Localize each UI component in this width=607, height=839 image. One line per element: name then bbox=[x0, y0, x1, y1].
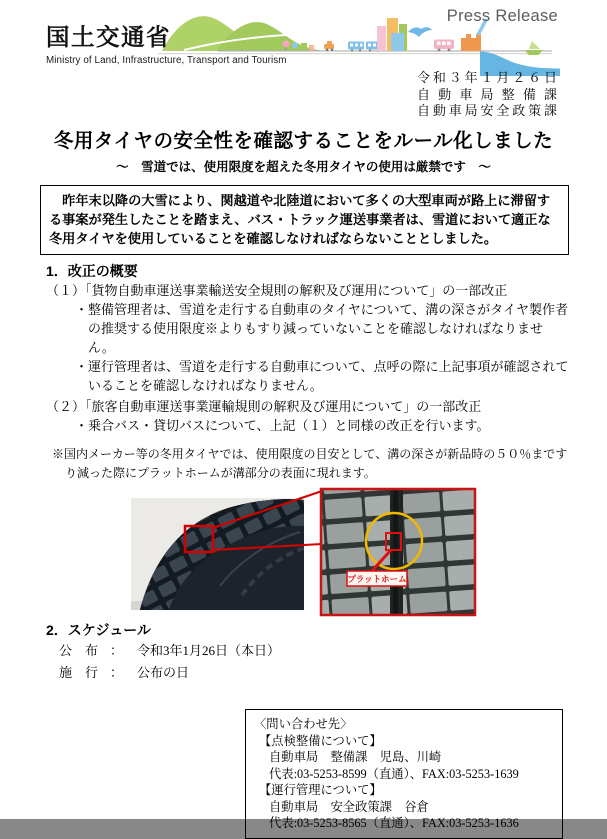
contact-title: 〈問い合わせ先〉 bbox=[254, 717, 353, 731]
winter-tire-photo bbox=[113, 498, 304, 615]
page-subtitle: ～ 雪道では、使用限度を超えた冬用タイヤの使用は厳禁です ～ bbox=[116, 160, 491, 174]
schedule-row-promulgation: 公 布 ： 令和3年1月26日（本日） bbox=[59, 643, 281, 658]
amendment-item-2-title: （２）「旅客自動車運送事業運輸規則の解釈及び運用について」の一部改正 bbox=[46, 399, 482, 414]
page-title: 冬用タイヤの安全性を確認することをルール化しました bbox=[53, 130, 554, 152]
summary-box: 昨年末以降の大雪により、関越道や北陸道において多くの大型車両が路上に滞留する事案が発生したことを踏まえ、バス・トラック運送事業者は、雪道において適正な冬用タイヤを使用していることを確認しなければならないこととしました。 bbox=[40, 185, 569, 255]
car-icon bbox=[324, 41, 334, 51]
bus-icon bbox=[434, 40, 454, 52]
amendment-item-2-bullet-1: ・乗合バス・貸切バスについて、上記（１）と同様の改正を行います。 bbox=[75, 418, 490, 433]
date-department-block bbox=[417, 70, 557, 120]
section1-heading: 1．改正の概要 bbox=[46, 263, 138, 279]
ministry-name-jp: 国土交通省 bbox=[46, 24, 171, 50]
contact-group-2-heading: 【運行管理について】 bbox=[259, 783, 382, 797]
section2-heading: 2．スケジュール bbox=[46, 622, 151, 638]
contact-group-1-dept: 自動車局 整備課 児島、川崎 bbox=[269, 750, 442, 764]
contact-box bbox=[245, 709, 563, 839]
issue-date: 令和３年１月２６日 bbox=[417, 70, 557, 85]
schedule-row-enforcement: 施 行 ： 公布の日 bbox=[59, 665, 190, 680]
schedule-label: 公 布 bbox=[59, 643, 99, 658]
department-line-2: 自動車局安全政策課 bbox=[417, 103, 557, 118]
amendment-item-1-bullet-1: ・整備管理者は、雪道を走行する自動車のタイヤについて、溝の深さがタイヤ製作者の推奨する使用限度※よりもすり減っていないことを確認しなければなりません。 bbox=[75, 302, 568, 355]
contact-group-1-phone: 代表:03-5253-8599（直通）、FAX:03-5253-1639 bbox=[269, 766, 519, 781]
house-icon bbox=[309, 45, 314, 51]
press-release-label: Press Release bbox=[446, 7, 558, 25]
amendment-item-1-bullet-2: ・運行管理者は、雪道を走行する自動車について、点呼の際に上記事項が確認されていることを確認しなければなりません。 bbox=[75, 359, 569, 393]
amendment-item-1-title: （１）「貨物自動車運送事業輸送安全規則の解釈及び運用について」の一部改正 bbox=[46, 283, 508, 298]
tire-figure bbox=[0, 486, 607, 618]
schedule-value: 公布の日 bbox=[137, 665, 190, 680]
department-line-1: 自動車局整備課 bbox=[417, 86, 557, 102]
house-icon bbox=[301, 43, 307, 51]
contact-group-2-dept: 自動車局 安全政策課 谷倉 bbox=[269, 799, 429, 814]
ministry-name-en: Ministry of Land, Infrastructure, Transport and Tourism bbox=[46, 55, 287, 66]
schedule-label: 施 行 bbox=[59, 665, 99, 680]
train-icon bbox=[348, 42, 382, 52]
tread-closeup-photo bbox=[321, 489, 475, 615]
footnote: ※国内メーカー等の冬用タイヤでは、使用限度の目安として、溝の深さが新品時の５０％まですり減った際にプラットホームが溝部分の表面に現れます。 bbox=[52, 447, 568, 480]
contact-group-2-phone: 代表:03-5253-8565（直通）、FAX:03-5253-1636 bbox=[269, 816, 519, 830]
tree-icon bbox=[292, 43, 298, 49]
boat-icon bbox=[525, 41, 543, 55]
contact-group-1-heading: 【点検整備について】 bbox=[259, 733, 382, 748]
ministry-logo bbox=[46, 18, 287, 66]
bird-icon bbox=[408, 27, 432, 37]
platform-label: プラットホーム bbox=[347, 574, 407, 584]
header bbox=[0, 0, 607, 124]
buildings-icon bbox=[377, 18, 407, 51]
schedule-value: 令和3年1月26日（本日） bbox=[137, 643, 281, 658]
